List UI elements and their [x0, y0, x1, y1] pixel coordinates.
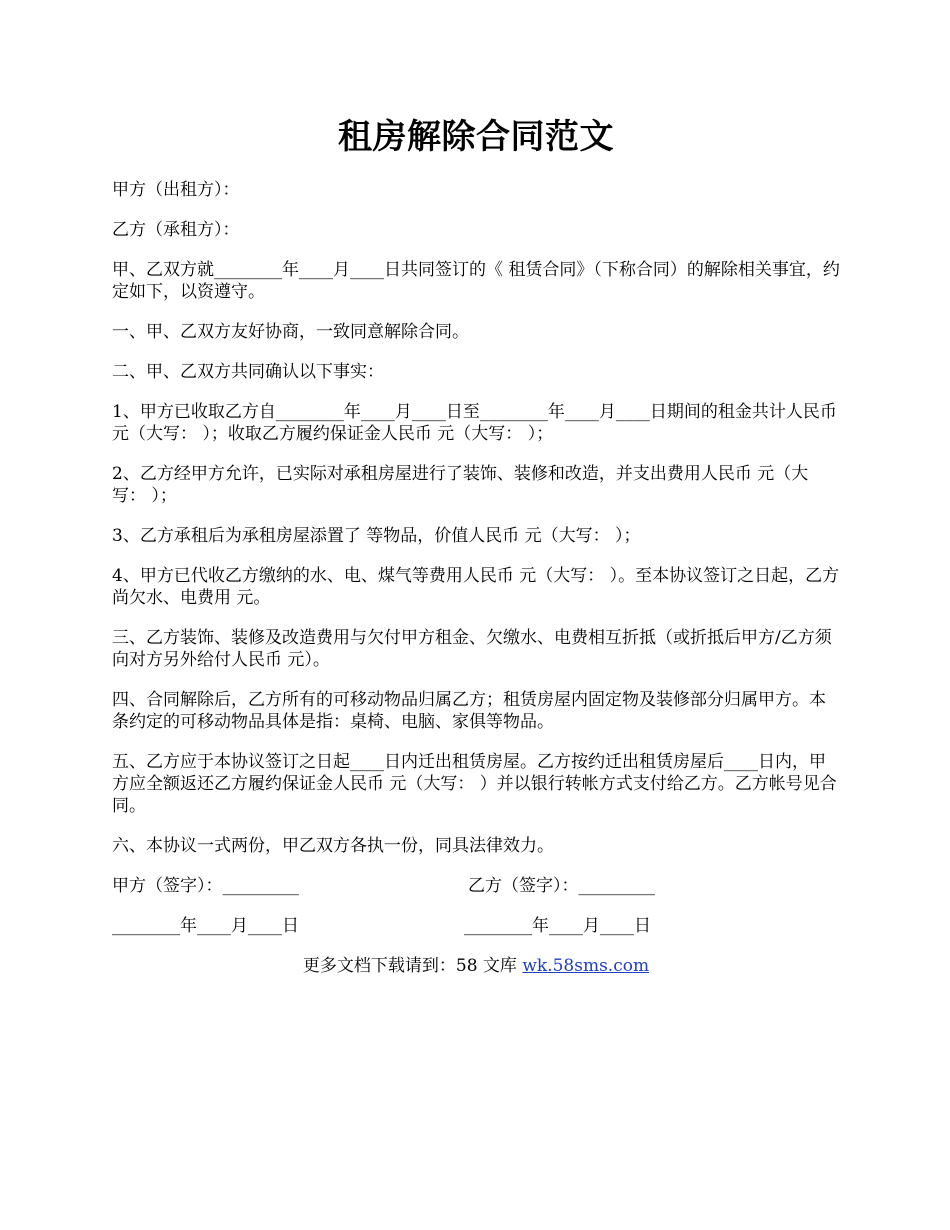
preamble-paragraph: 甲、乙双方就________年____月____日共同签订的《 租赁合同》（下称合同）的解除相关事宜，约定如下，以资遵守。 — [112, 260, 840, 302]
party-a-line: 甲方（出租方）： — [112, 180, 240, 200]
footer-link[interactable]: wk.58sms.com — [522, 956, 650, 976]
clause-4: 四、合同解除后，乙方所有的可移动物品归属乙方；租赁房屋内固定物及装修部分归属甲方。本条约定的可移动物品具体是指：桌椅、电脑、家俱等物品。 — [112, 690, 826, 732]
party-b-date: ________年____月____日 — [464, 916, 651, 936]
document-title: 租房解除合同范文 — [338, 117, 614, 157]
fact-item-3: 3、乙方承租后为承租房屋添置了 等物品，价值人民币 元（大写： ）； — [112, 526, 641, 546]
fact-item-4: 4、甲方已代收乙方缴纳的水、电、煤气等费用人民币 元（大写： ）。至本协议签订之日起，乙方尚欠水、电费用 元。 — [112, 566, 840, 608]
fact-item-1: 1、甲方已收取乙方自________年____月____日至________年____月____日期间的租金共计人民币 元（大写： ）；收取乙方履约保证金人民币 元（大写： ）； — [112, 402, 837, 444]
clause-2: 二、甲、乙双方共同确认以下事实： — [112, 362, 384, 382]
footer — [112, 955, 840, 977]
clause-5: 五、乙方应于本协议签订之日起____日内迁出租赁房屋。乙方按约迁出租赁房屋后____日内，甲方应全额返还乙方履约保证金人民币 元（大写： ）并以银行转帐方式支付给乙方。乙方帐号见合同。 — [112, 752, 837, 816]
party-a-signature: 甲方（签字）：_________ — [112, 876, 299, 896]
clause-3: 三、乙方装饰、装修及改造费用与欠付甲方租金、欠缴水、电费相互折抵（或折抵后甲方/乙方须向对方另外给付人民币 元）。 — [112, 628, 832, 670]
signature-row — [112, 875, 840, 897]
party-a-date: ________年____月____日 — [112, 916, 299, 936]
fact-item-2: 2、乙方经甲方允许，已实际对承租房屋进行了装饰、装修和改造，并支出费用人民币 元（大写： ）； — [112, 464, 809, 506]
clause-1: 一、甲、乙双方友好协商，一致同意解除合同。 — [112, 322, 469, 342]
party-b-line: 乙方（承租方）： — [112, 220, 240, 240]
party-b-signature: 乙方（签字）：_________ — [468, 876, 655, 896]
document-body — [112, 179, 840, 937]
footer-text: 更多文档下载请到：58 文库 — [302, 956, 523, 976]
clause-6: 六、本协议一式两份，甲乙双方各执一份，同具法律效力。 — [112, 836, 554, 856]
date-row — [112, 915, 840, 937]
